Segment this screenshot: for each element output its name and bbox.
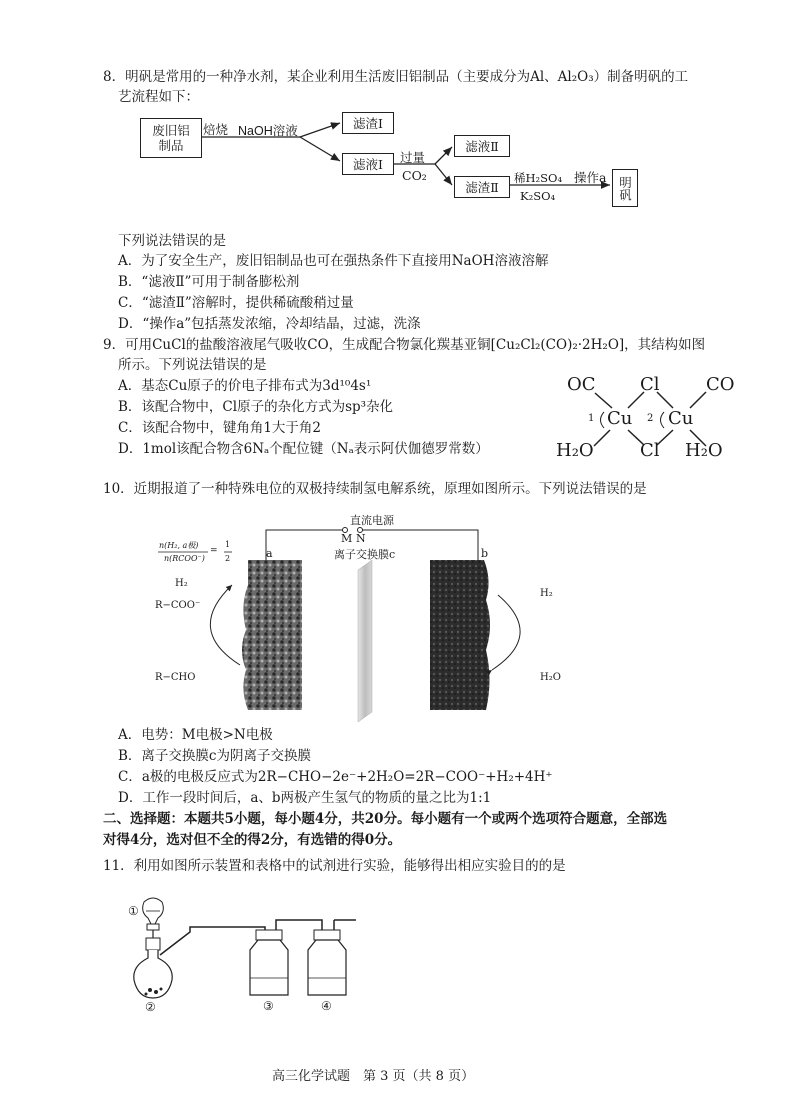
electrode-a-label: a: [266, 547, 273, 560]
label-3: ③: [263, 999, 274, 1013]
page-footer: 高三化学试题 第 3 页（共 8 页）: [272, 1069, 475, 1084]
q9-option-a: A．基态Cu原子的价电子排布式为3d¹⁰4s¹: [118, 378, 372, 394]
struct-cu-right: Cu: [668, 408, 694, 429]
q11-stem: 11．利用如图所示装置和表格中的试剂进行实验，能够得出相应实验目的的是: [103, 858, 566, 874]
flow-co2-label: CO₂: [402, 168, 427, 183]
q8-option-b: B．“滤液Ⅱ”可用于制备膨松剂: [118, 274, 300, 290]
q10-option-b: B．离子交换膜c为阴离子交换膜: [118, 748, 311, 764]
q9-stem-line2: 所示。下列说法错误的是: [118, 357, 267, 373]
q10-option-c: C．a极的电极反应式为2R−CHO−2e⁻+2H₂O=2R−COO⁻+H₂+4H⁺: [118, 769, 553, 785]
struct-angle1: 1: [588, 413, 595, 424]
ratio-denominator: n(RCOO⁻): [164, 554, 205, 563]
q8-option-c: C．“滤渣Ⅱ”溶解时，提供稀硫酸稍过量: [118, 295, 354, 311]
terminal-m-label: M: [341, 532, 353, 545]
q8-ask: 下列说法错误的是: [118, 233, 226, 249]
struct-h2o-left: H₂O: [556, 440, 594, 461]
struct-co: CO: [706, 374, 735, 395]
h2o-label: H₂O: [540, 672, 561, 683]
section2-heading-line2: 对得4分，选对但不全的得2分，有选错的得0分。: [103, 832, 402, 848]
flow-acid-label: 稀H₂SO₄: [514, 171, 563, 185]
q9-option-d: D．1mol该配合物含6Nₐ个配位键（Nₐ表示阿伏伽德罗常数）: [118, 441, 489, 457]
q9-stem-line1: 9．可用CuCl的盐酸溶液尾气吸收CO，生成配合物氯化羰基亚铜[Cu₂Cl₂(CO)₂·2H₂O]，其结构如图: [103, 337, 706, 353]
label-2: ②: [145, 1000, 156, 1014]
label-4: ④: [321, 999, 332, 1013]
flow-step-roast: 焙烧: [203, 122, 229, 137]
flow-operation-label: 操作a: [574, 170, 607, 185]
right-h2-label: H₂: [540, 588, 553, 599]
rcho-label: R−CHO: [155, 672, 196, 683]
power-source-label: 直流电源: [350, 514, 394, 527]
left-h2-label: H₂: [175, 578, 188, 589]
flow-start-label: 废旧铝制品: [152, 123, 190, 153]
flow-reagent-naoh: NaOH溶液: [238, 124, 298, 138]
q10-stem: 10．近期报道了一种特殊电位的双极持续制氢电解系统，原理如图所示。下列说法错误的是: [103, 481, 647, 497]
q8-option-d: D．“操作a”包括蒸发浓缩，冷却结晶，过滤，洗涤: [118, 316, 421, 332]
struct-angle2: 2: [647, 413, 654, 424]
terminal-n-label: N: [356, 532, 366, 545]
struct-cu-left: Cu: [607, 408, 633, 429]
flow-product-label: 明矾: [617, 175, 633, 201]
label-1: ①: [128, 904, 139, 918]
flow-k2so4-label: K₂SO₄: [520, 189, 556, 203]
flow-residue2-label: 滤渣Ⅱ: [465, 179, 499, 195]
q9-option-c: C．该配合物中，键角角1大于角2: [118, 420, 322, 436]
rcoo-label: R−COO⁻: [155, 600, 201, 611]
q10-option-a: A．电势：M电极>N电极: [118, 727, 273, 743]
membrane-label: 离子交换膜c: [334, 548, 396, 561]
struct-h2o-right: H₂O: [685, 440, 723, 461]
electrode-b-label: b: [481, 547, 489, 560]
ratio-numerator: n(H₂, a极): [159, 541, 199, 550]
ratio-equals: =: [210, 546, 218, 556]
q9-option-b: B．该配合物中，Cl原子的杂化方式为sp³杂化: [118, 399, 394, 415]
struct-oc: OC: [567, 374, 596, 395]
ratio-value-den: 2: [225, 554, 231, 563]
q10-option-d: D．工作一段时间后，a、b两极产生氢气的物质的量之比为1:1: [118, 790, 492, 806]
q8-stem-line2: 艺流程如下：: [118, 89, 199, 105]
q8-option-a: A．为了安全生产，废旧铝制品也可在强热条件下直接用NaOH溶液溶解: [118, 253, 549, 269]
flow-residue1-label: 滤渣Ⅰ: [353, 115, 383, 131]
ratio-value-num: 1: [225, 540, 231, 549]
section2-heading-line1: 二、选择题：本题共5小题，每小题4分，共20分。每小题有一个或两个选项符合题意，全部选: [103, 811, 668, 827]
flow-excess-label: 过量: [400, 150, 426, 165]
q8-stem-line1: 8．明矾是常用的一种净水剂，某企业利用生活废旧铝制品（主要成分为Al、Al₂O₃）制备明矾的工: [103, 69, 689, 85]
flow-filtrate2-label: 滤液Ⅱ: [465, 138, 499, 154]
struct-cl-top: Cl: [640, 374, 660, 395]
flow-filtrate1-label: 滤液Ⅰ: [353, 156, 383, 172]
struct-cl-bottom: Cl: [640, 440, 660, 461]
